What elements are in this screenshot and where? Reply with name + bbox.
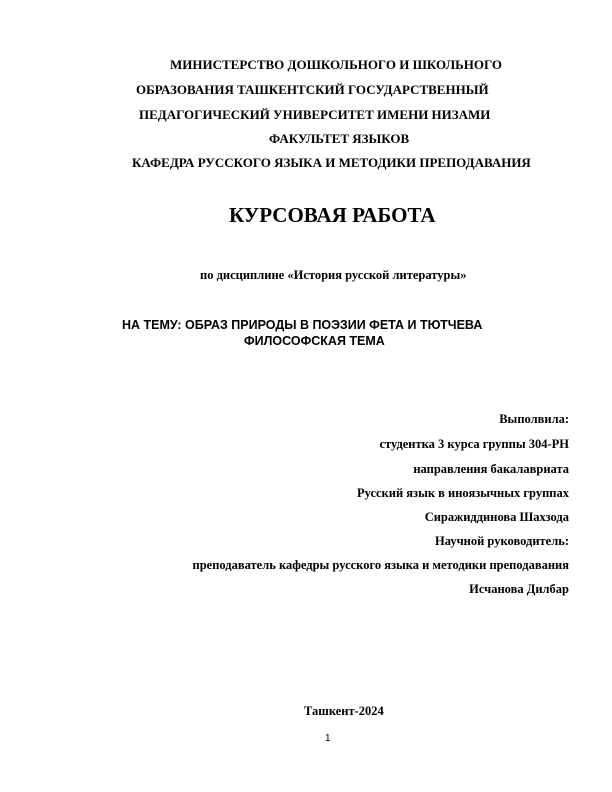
topic-line2: ФИЛОСОФСКАЯ ТЕМА [244,334,385,348]
supervisor-name: Исчанова Дилбар [469,582,569,596]
supervisor-label: Научной руководитель: [435,534,569,548]
supervisor-position: преподаватель кафедры русского языка и методики преподавания [192,558,569,572]
author-label: Выполвила: [499,412,569,426]
header-ministry-line1: МИНИСТЕРСТВО ДОШКОЛЬНОГО И ШКОЛЬНОГО [170,57,503,72]
header-department-line: КАФЕДРА РУССКОГО ЯЗЫКА И МЕТОДИКИ ПРЕПОДАВАНИЯ [132,155,531,170]
discipline-line: по дисциплине «История русской литературы» [200,268,467,282]
document-title: КУРСОВАЯ РАБОТА [229,203,436,227]
header-faculty-line: ФАКУЛЬТЕТ ЯЗЫКОВ [269,131,410,146]
author-program-line: Русский язык в иноязычных группах [356,486,569,500]
page-number: 1 [325,733,331,744]
author-name: Сиражиддинова Шахзода [424,510,569,524]
header-university-line: ПЕДАГОГИЧЕСКИЙ УНИВЕРСИТЕТ ИМЕНИ НИЗАМИ [139,107,491,122]
topic-line1: НА ТЕМУ: ОБРАЗ ПРИРОДЫ В ПОЭЗИИ ФЕТА И ТЮТЧЕВА [122,318,483,332]
footer-city-year: Ташкент-2024 [304,704,384,718]
author-direction-line: направления бакалавриата [413,462,569,476]
header-ministry-line2: ОБРАЗОВАНИЯ ТАШКЕНТСКИЙ ГОСУДАРСТВЕННЫЙ [136,82,489,97]
author-student-line: студентка 3 курса группы 304-РН [379,437,569,451]
